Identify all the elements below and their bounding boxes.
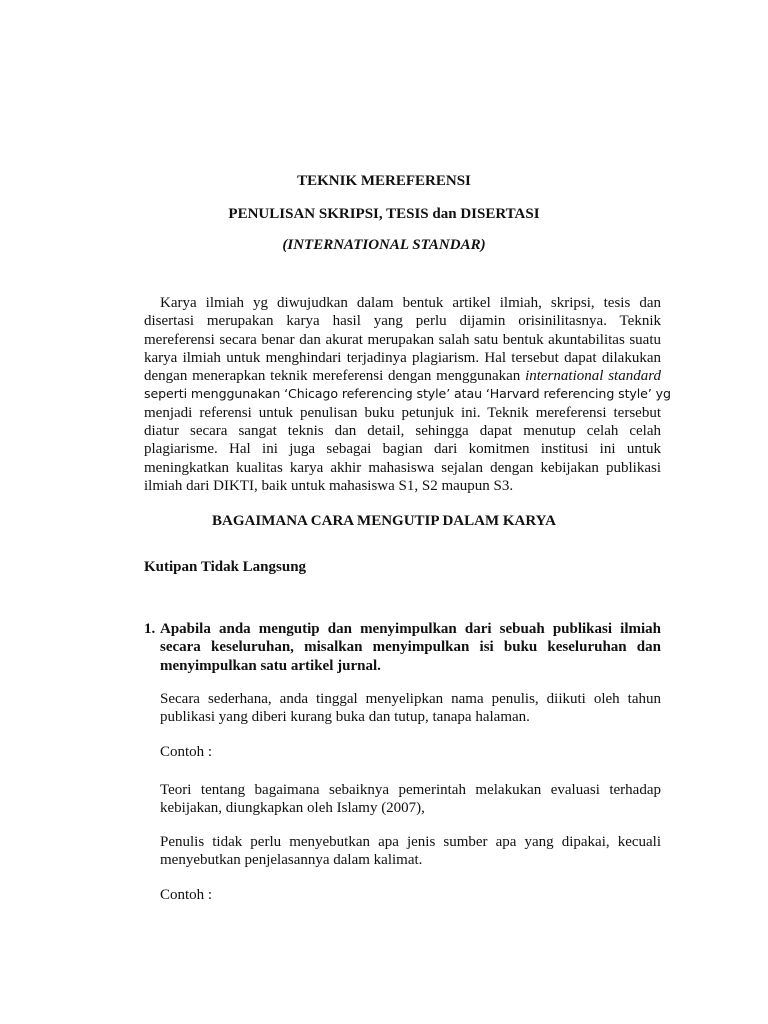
intro-line-with-emphasis — [144, 367, 661, 385]
sub-heading: Kutipan Tidak Langsung — [144, 559, 307, 575]
intro-line: diatur secara sangat teknis dan detail, sehingga dapat menutup celah celah — [144, 423, 661, 440]
explanation-paragraph-2 — [160, 833, 661, 870]
intro-line: plagiarisme. Hal ini juga sebagai bagian dari komitmen institusi ini untuk — [144, 441, 661, 458]
example-paragraph — [160, 781, 661, 818]
intro-line: dengan menerapkan teknik mereferensi dengan menggunakan — [144, 368, 521, 385]
intro-paragraph — [144, 294, 671, 495]
intro-line: seperti menggunakan ‘Chicago referencing style’ atau ‘Harvard referencing style’ yg — [144, 386, 671, 402]
intro-line: mereferensi secara benar dan akurat merupakan salah satu bentuk akuntabilitas suatu — [144, 331, 661, 348]
intro-line: Karya ilmiah yg diwujudkan dalam bentuk artikel ilmiah, skripsi, tesis dan — [160, 295, 661, 311]
explanation-line: publikasi yang diberi kurang buka dan tutup, tanapa halaman. — [160, 709, 530, 726]
item-number: 1. — [144, 621, 156, 637]
explanation-line: Secara sederhana, anda tinggal menyelipkan nama penulis, diikuti oleh tahun — [160, 691, 661, 707]
item-text — [160, 620, 661, 675]
document-standard-label: (INTERNATIONAL STANDAR) — [282, 237, 486, 253]
explanation-line: Penulis tidak perlu menyebutkan apa jenis sumber apa yang dipakai, kecuali — [160, 834, 661, 850]
section-heading: BAGAIMANA CARA MENGUTIP DALAM KARYA — [212, 513, 556, 529]
explanation-line: menyebutkan penjelasannya dalam kalimat. — [160, 852, 423, 869]
example-label-2 — [160, 886, 661, 904]
example-label — [160, 743, 661, 761]
intro-line: menjadi referensi untuk penulisan buku petunjuk ini. Teknik mereferensi tersebut — [144, 404, 661, 421]
intro-line: meningkatkan kualitas karya akhir mahasiswa sejalan dengan kebijakan publikasi — [144, 459, 661, 476]
document-title: TEKNIK MEREFERENSI — [297, 173, 471, 189]
item-line: menyimpulkan satu artikel jurnal. — [160, 657, 381, 674]
intro-line: karya ilmiah untuk menghindari terjadinya plagiarism. Hal tersebut dapat dilakukan — [144, 349, 661, 366]
example-line: kebijakan, diungkapkan oleh Islamy (2007), — [160, 800, 425, 817]
item-line: secara keseluruhan, misalkan menyimpulkan isi buku keseluruhan dan — [160, 639, 661, 656]
item-line: Apabila anda mengutip dan menyimpulkan dari sebuah publikasi ilmiah — [160, 621, 661, 637]
intro-line: disertasi merupakan karya hasil yang perlu dijamin orisinilitasnya. Teknik — [144, 313, 661, 330]
contoh-label: Contoh : — [160, 744, 213, 760]
contoh-label: Contoh : — [160, 887, 213, 903]
example-line: Teori tentang bagaimana sebaiknya pemerintah melakukan evaluasi terhadap — [160, 782, 661, 798]
intro-line: ilmiah dari DIKTI, baik untuk mahasiswa S1, S2 maupun S3. — [144, 477, 514, 494]
explanation-paragraph — [160, 690, 661, 727]
document-subtitle: PENULISAN SKRIPSI, TESIS dan DISERTASI — [228, 206, 540, 222]
intro-emphasis: international standard — [525, 368, 661, 385]
